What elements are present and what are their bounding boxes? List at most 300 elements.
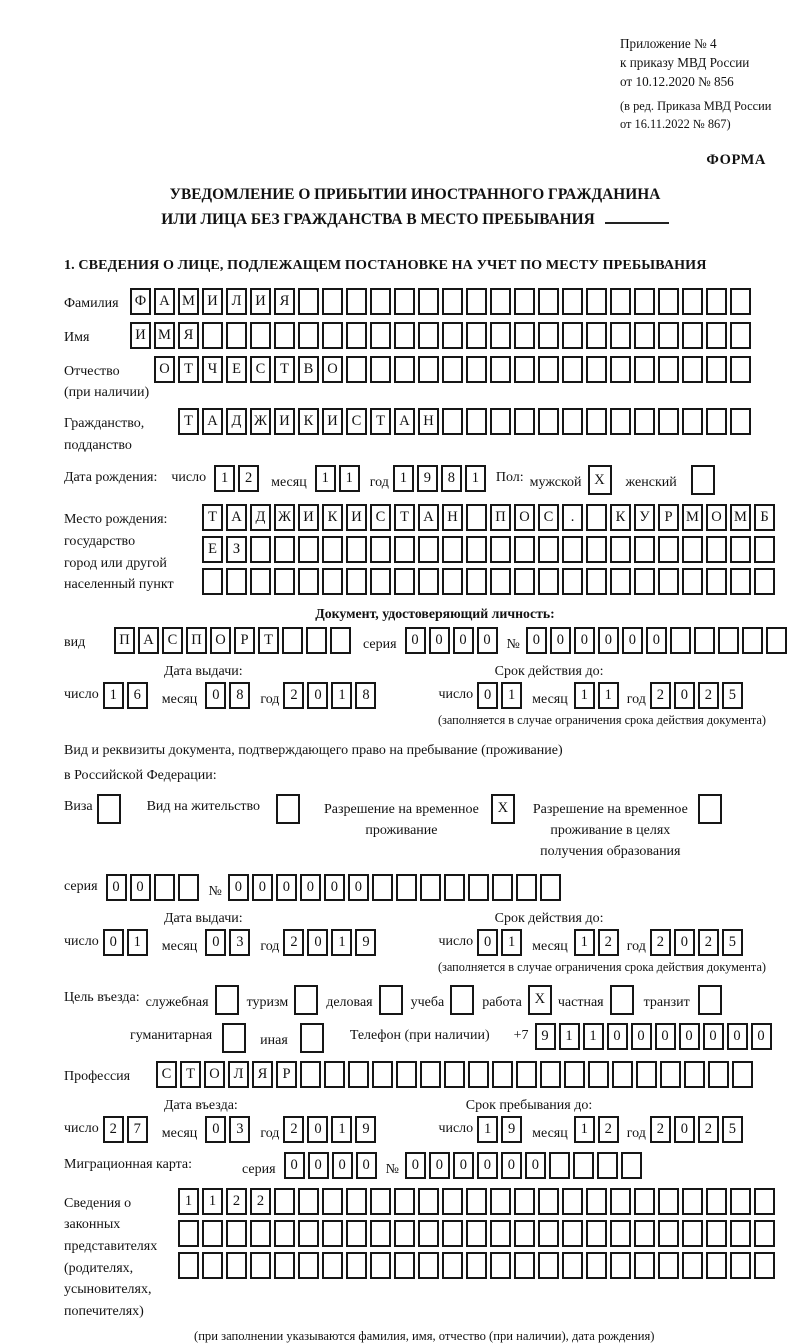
cell[interactable] (396, 874, 417, 901)
cell[interactable] (586, 536, 607, 563)
cell[interactable] (586, 288, 607, 315)
cell[interactable]: 1 (501, 682, 522, 709)
cell[interactable] (621, 1152, 642, 1179)
cell[interactable] (754, 1220, 775, 1247)
cell[interactable]: Б (754, 504, 775, 531)
cell[interactable] (202, 1220, 223, 1247)
cell[interactable] (468, 1061, 489, 1088)
cell[interactable] (516, 1061, 537, 1088)
cell[interactable] (250, 568, 271, 595)
cell[interactable] (322, 1220, 343, 1247)
cell[interactable]: 0 (307, 1116, 328, 1143)
cell[interactable] (442, 356, 463, 383)
cell[interactable]: А (202, 408, 223, 435)
cell[interactable]: 2 (250, 1188, 271, 1215)
cell[interactable]: 2 (283, 682, 304, 709)
cell[interactable] (466, 288, 487, 315)
cell[interactable] (514, 568, 535, 595)
cell[interactable]: 1 (583, 1023, 604, 1050)
cell[interactable] (706, 1252, 727, 1279)
cell[interactable]: 1 (202, 1188, 223, 1215)
cell[interactable]: 9 (501, 1116, 522, 1143)
cell[interactable]: 8 (355, 682, 376, 709)
cell[interactable]: 1 (574, 1116, 595, 1143)
cell[interactable] (298, 1220, 319, 1247)
cell[interactable] (346, 1188, 367, 1215)
cell[interactable] (466, 1252, 487, 1279)
cell[interactable] (418, 288, 439, 315)
cell[interactable]: 2 (650, 929, 671, 956)
cell[interactable] (682, 1252, 703, 1279)
cell[interactable] (706, 408, 727, 435)
cell[interactable]: П (114, 627, 135, 654)
cell[interactable]: И (322, 408, 343, 435)
cell[interactable] (490, 322, 511, 349)
cell[interactable] (322, 1252, 343, 1279)
cell[interactable] (346, 1220, 367, 1247)
cell[interactable]: 0 (679, 1023, 700, 1050)
cell[interactable] (444, 1061, 465, 1088)
cell[interactable] (698, 985, 722, 1015)
cell[interactable]: Л (228, 1061, 249, 1088)
cell[interactable] (586, 1220, 607, 1247)
cell[interactable] (394, 1220, 415, 1247)
cell[interactable] (274, 322, 295, 349)
cell[interactable]: А (226, 504, 247, 531)
cell[interactable] (658, 1252, 679, 1279)
cell[interactable] (634, 356, 655, 383)
cell[interactable]: И (130, 322, 151, 349)
cell[interactable]: 1 (331, 929, 352, 956)
cell[interactable]: 9 (417, 465, 438, 492)
cell[interactable] (492, 874, 513, 901)
cell[interactable] (202, 322, 223, 349)
cell[interactable] (442, 568, 463, 595)
cell[interactable] (634, 1252, 655, 1279)
cell[interactable] (370, 536, 391, 563)
cell[interactable] (276, 794, 300, 824)
cell[interactable] (562, 408, 583, 435)
cell[interactable]: 1 (465, 465, 486, 492)
cell[interactable] (658, 408, 679, 435)
cell[interactable]: А (138, 627, 159, 654)
cell[interactable] (490, 1188, 511, 1215)
cell[interactable] (396, 1061, 417, 1088)
cell[interactable]: О (706, 504, 727, 531)
cell[interactable]: 9 (355, 1116, 376, 1143)
cell[interactable]: 2 (238, 465, 259, 492)
cell[interactable] (588, 1061, 609, 1088)
cell[interactable] (370, 356, 391, 383)
cell[interactable] (226, 568, 247, 595)
cell[interactable] (586, 408, 607, 435)
cell[interactable] (514, 408, 535, 435)
cell[interactable] (610, 985, 634, 1015)
cell[interactable] (346, 536, 367, 563)
cell[interactable]: 0 (646, 627, 667, 654)
cell[interactable] (549, 1152, 570, 1179)
cell[interactable] (540, 1061, 561, 1088)
cell[interactable] (226, 1252, 247, 1279)
cell[interactable] (562, 1220, 583, 1247)
cell[interactable]: 1 (598, 682, 619, 709)
cell[interactable]: 0 (622, 627, 643, 654)
cell[interactable]: Т (258, 627, 279, 654)
cell[interactable] (564, 1061, 585, 1088)
cell[interactable] (538, 1252, 559, 1279)
cell[interactable] (370, 1220, 391, 1247)
cell[interactable] (586, 1188, 607, 1215)
cell[interactable] (490, 1252, 511, 1279)
cell[interactable]: 0 (751, 1023, 772, 1050)
cell[interactable] (586, 322, 607, 349)
cell[interactable] (514, 1252, 535, 1279)
cell[interactable] (658, 322, 679, 349)
cell[interactable] (466, 408, 487, 435)
cell[interactable] (372, 1061, 393, 1088)
cell[interactable]: 0 (674, 682, 695, 709)
cell[interactable]: 0 (550, 627, 571, 654)
cell[interactable] (514, 536, 535, 563)
cell[interactable]: 1 (477, 1116, 498, 1143)
cell[interactable] (610, 568, 631, 595)
cell[interactable] (298, 536, 319, 563)
cell[interactable] (322, 1188, 343, 1215)
cell[interactable]: 0 (300, 874, 321, 901)
cell[interactable] (298, 1188, 319, 1215)
cell[interactable] (379, 985, 403, 1015)
cell[interactable]: 1 (393, 465, 414, 492)
cell[interactable] (538, 1220, 559, 1247)
cell[interactable] (372, 874, 393, 901)
cell[interactable] (766, 627, 787, 654)
cell[interactable]: 5 (722, 929, 743, 956)
cell[interactable] (730, 408, 751, 435)
cell[interactable] (586, 568, 607, 595)
cell[interactable] (610, 536, 631, 563)
cell[interactable]: Л (226, 288, 247, 315)
cell[interactable] (274, 1188, 295, 1215)
cell[interactable] (706, 322, 727, 349)
cell[interactable]: 1 (574, 929, 595, 956)
cell[interactable]: 0 (332, 1152, 353, 1179)
cell[interactable] (215, 985, 239, 1015)
cell[interactable]: Ч (202, 356, 223, 383)
cell[interactable] (682, 356, 703, 383)
cell[interactable] (370, 1252, 391, 1279)
cell[interactable] (97, 794, 121, 824)
cell[interactable] (706, 288, 727, 315)
cell[interactable] (514, 322, 535, 349)
cell[interactable]: 0 (324, 874, 345, 901)
cell[interactable]: О (204, 1061, 225, 1088)
cell[interactable] (442, 1188, 463, 1215)
cell[interactable]: М (682, 504, 703, 531)
cell[interactable] (682, 1188, 703, 1215)
cell[interactable]: 0 (477, 682, 498, 709)
cell[interactable]: 0 (284, 1152, 305, 1179)
cell[interactable] (346, 568, 367, 595)
cell[interactable]: 0 (598, 627, 619, 654)
cell[interactable] (516, 874, 537, 901)
cell[interactable] (324, 1061, 345, 1088)
cell[interactable]: К (610, 504, 631, 531)
cell[interactable] (634, 408, 655, 435)
cell[interactable]: 2 (698, 1116, 719, 1143)
cell[interactable] (466, 322, 487, 349)
cell[interactable]: И (250, 288, 271, 315)
cell[interactable] (282, 627, 303, 654)
cell[interactable]: Н (442, 504, 463, 531)
cell[interactable] (490, 568, 511, 595)
cell[interactable]: 0 (106, 874, 127, 901)
cell[interactable] (330, 627, 351, 654)
cell[interactable] (538, 322, 559, 349)
cell[interactable]: Ф (130, 288, 151, 315)
cell[interactable] (636, 1061, 657, 1088)
cell[interactable]: 0 (631, 1023, 652, 1050)
cell[interactable] (706, 356, 727, 383)
cell[interactable]: 9 (535, 1023, 556, 1050)
cell[interactable] (250, 1220, 271, 1247)
cell[interactable]: 7 (127, 1116, 148, 1143)
cell[interactable] (708, 1061, 729, 1088)
cell[interactable] (226, 1220, 247, 1247)
cell[interactable] (274, 1220, 295, 1247)
cell[interactable]: 0 (103, 929, 124, 956)
cell[interactable]: 0 (574, 627, 595, 654)
cell[interactable] (418, 1188, 439, 1215)
cell[interactable]: Р (658, 504, 679, 531)
cell[interactable] (610, 1252, 631, 1279)
cell[interactable] (178, 1252, 199, 1279)
cell[interactable] (442, 536, 463, 563)
cell[interactable]: 5 (722, 1116, 743, 1143)
cell[interactable] (250, 322, 271, 349)
cell[interactable]: 2 (650, 682, 671, 709)
cell[interactable]: Н (418, 408, 439, 435)
cell[interactable] (298, 322, 319, 349)
cell[interactable] (250, 536, 271, 563)
cell[interactable]: Ж (274, 504, 295, 531)
cell[interactable] (322, 568, 343, 595)
cell[interactable] (586, 1252, 607, 1279)
cell[interactable]: Я (274, 288, 295, 315)
cell[interactable] (754, 1252, 775, 1279)
cell[interactable] (514, 356, 535, 383)
cell[interactable] (466, 504, 487, 531)
cell[interactable]: 0 (477, 1152, 498, 1179)
cell[interactable] (490, 288, 511, 315)
cell[interactable] (274, 536, 295, 563)
cell[interactable] (562, 322, 583, 349)
cell[interactable]: 0 (674, 929, 695, 956)
cell[interactable] (514, 1188, 535, 1215)
cell[interactable]: 0 (526, 627, 547, 654)
cell[interactable]: X (491, 794, 515, 824)
cell[interactable] (682, 322, 703, 349)
cell[interactable] (346, 1252, 367, 1279)
cell[interactable] (658, 568, 679, 595)
cell[interactable] (730, 1252, 751, 1279)
cell[interactable] (610, 1188, 631, 1215)
cell[interactable]: 1 (331, 1116, 352, 1143)
cell[interactable] (346, 322, 367, 349)
cell[interactable] (442, 322, 463, 349)
cell[interactable] (348, 1061, 369, 1088)
cell[interactable] (322, 288, 343, 315)
cell[interactable]: Т (178, 356, 199, 383)
cell[interactable] (514, 288, 535, 315)
cell[interactable] (466, 568, 487, 595)
cell[interactable] (274, 1252, 295, 1279)
cell[interactable]: А (154, 288, 175, 315)
cell[interactable]: Р (234, 627, 255, 654)
cell[interactable] (634, 568, 655, 595)
cell[interactable] (394, 288, 415, 315)
cell[interactable] (682, 1220, 703, 1247)
cell[interactable] (538, 568, 559, 595)
cell[interactable]: М (154, 322, 175, 349)
cell[interactable]: А (394, 408, 415, 435)
cell[interactable] (222, 1023, 246, 1053)
cell[interactable] (732, 1061, 753, 1088)
cell[interactable] (370, 1188, 391, 1215)
cell[interactable]: 3 (229, 1116, 250, 1143)
cell[interactable] (730, 1188, 751, 1215)
cell[interactable] (418, 356, 439, 383)
cell[interactable] (394, 1188, 415, 1215)
cell[interactable] (742, 627, 763, 654)
cell[interactable] (610, 408, 631, 435)
cell[interactable] (706, 536, 727, 563)
cell[interactable]: Е (226, 356, 247, 383)
cell[interactable] (346, 288, 367, 315)
cell[interactable] (540, 874, 561, 901)
cell[interactable] (514, 1220, 535, 1247)
cell[interactable] (490, 408, 511, 435)
cell[interactable]: С (346, 408, 367, 435)
cell[interactable]: Т (370, 408, 391, 435)
cell[interactable] (658, 356, 679, 383)
cell[interactable]: М (178, 288, 199, 315)
cell[interactable] (490, 536, 511, 563)
cell[interactable]: 2 (598, 929, 619, 956)
cell[interactable]: 0 (307, 929, 328, 956)
cell[interactable] (730, 356, 751, 383)
cell[interactable]: 0 (308, 1152, 329, 1179)
cell[interactable]: Т (394, 504, 415, 531)
cell[interactable]: И (346, 504, 367, 531)
cell[interactable]: С (156, 1061, 177, 1088)
cell[interactable] (597, 1152, 618, 1179)
cell[interactable]: О (514, 504, 535, 531)
cell[interactable]: 2 (650, 1116, 671, 1143)
cell[interactable]: Т (180, 1061, 201, 1088)
cell[interactable]: Д (250, 504, 271, 531)
cell[interactable] (586, 356, 607, 383)
cell[interactable]: 0 (205, 682, 226, 709)
cell[interactable] (538, 1188, 559, 1215)
cell[interactable]: С (162, 627, 183, 654)
cell[interactable] (538, 356, 559, 383)
cell[interactable] (706, 1188, 727, 1215)
cell[interactable]: Я (252, 1061, 273, 1088)
cell[interactable] (562, 356, 583, 383)
cell[interactable]: 2 (698, 929, 719, 956)
cell[interactable] (682, 288, 703, 315)
cell[interactable] (444, 874, 465, 901)
cell[interactable] (394, 536, 415, 563)
cell[interactable] (346, 356, 367, 383)
cell[interactable] (562, 288, 583, 315)
cell[interactable] (394, 568, 415, 595)
cell[interactable] (466, 536, 487, 563)
cell[interactable]: О (322, 356, 343, 383)
cell[interactable]: Т (274, 356, 295, 383)
cell[interactable] (754, 536, 775, 563)
cell[interactable]: 1 (501, 929, 522, 956)
cell[interactable] (684, 1061, 705, 1088)
cell[interactable] (730, 568, 751, 595)
cell[interactable] (370, 322, 391, 349)
cell[interactable]: 1 (214, 465, 235, 492)
cell[interactable] (754, 1188, 775, 1215)
cell[interactable] (418, 1252, 439, 1279)
cell[interactable] (730, 1220, 751, 1247)
cell[interactable]: 1 (127, 929, 148, 956)
cell[interactable]: 2 (283, 1116, 304, 1143)
cell[interactable]: А (418, 504, 439, 531)
cell[interactable]: 3 (229, 929, 250, 956)
cell[interactable] (562, 1188, 583, 1215)
cell[interactable] (442, 408, 463, 435)
cell[interactable] (538, 536, 559, 563)
cell[interactable]: 0 (252, 874, 273, 901)
cell[interactable] (468, 874, 489, 901)
cell[interactable]: 2 (226, 1188, 247, 1215)
cell[interactable] (490, 356, 511, 383)
cell[interactable] (610, 322, 631, 349)
cell[interactable] (634, 1220, 655, 1247)
cell[interactable] (294, 985, 318, 1015)
cell[interactable]: 1 (559, 1023, 580, 1050)
cell[interactable] (322, 536, 343, 563)
cell[interactable]: 5 (722, 682, 743, 709)
cell[interactable] (634, 288, 655, 315)
cell[interactable] (322, 322, 343, 349)
cell[interactable] (634, 322, 655, 349)
cell[interactable]: Т (202, 504, 223, 531)
cell[interactable] (634, 536, 655, 563)
cell[interactable] (562, 536, 583, 563)
cell[interactable]: 9 (355, 929, 376, 956)
cell[interactable]: 0 (130, 874, 151, 901)
cell[interactable] (298, 1252, 319, 1279)
cell[interactable] (682, 408, 703, 435)
cell[interactable]: И (298, 504, 319, 531)
cell[interactable] (612, 1061, 633, 1088)
cell[interactable] (300, 1023, 324, 1053)
cell[interactable] (418, 1220, 439, 1247)
cell[interactable]: 1 (339, 465, 360, 492)
cell[interactable]: 2 (698, 682, 719, 709)
cell[interactable] (370, 288, 391, 315)
cell[interactable] (610, 356, 631, 383)
cell[interactable]: О (210, 627, 231, 654)
cell[interactable]: Ж (250, 408, 271, 435)
cell[interactable] (394, 356, 415, 383)
